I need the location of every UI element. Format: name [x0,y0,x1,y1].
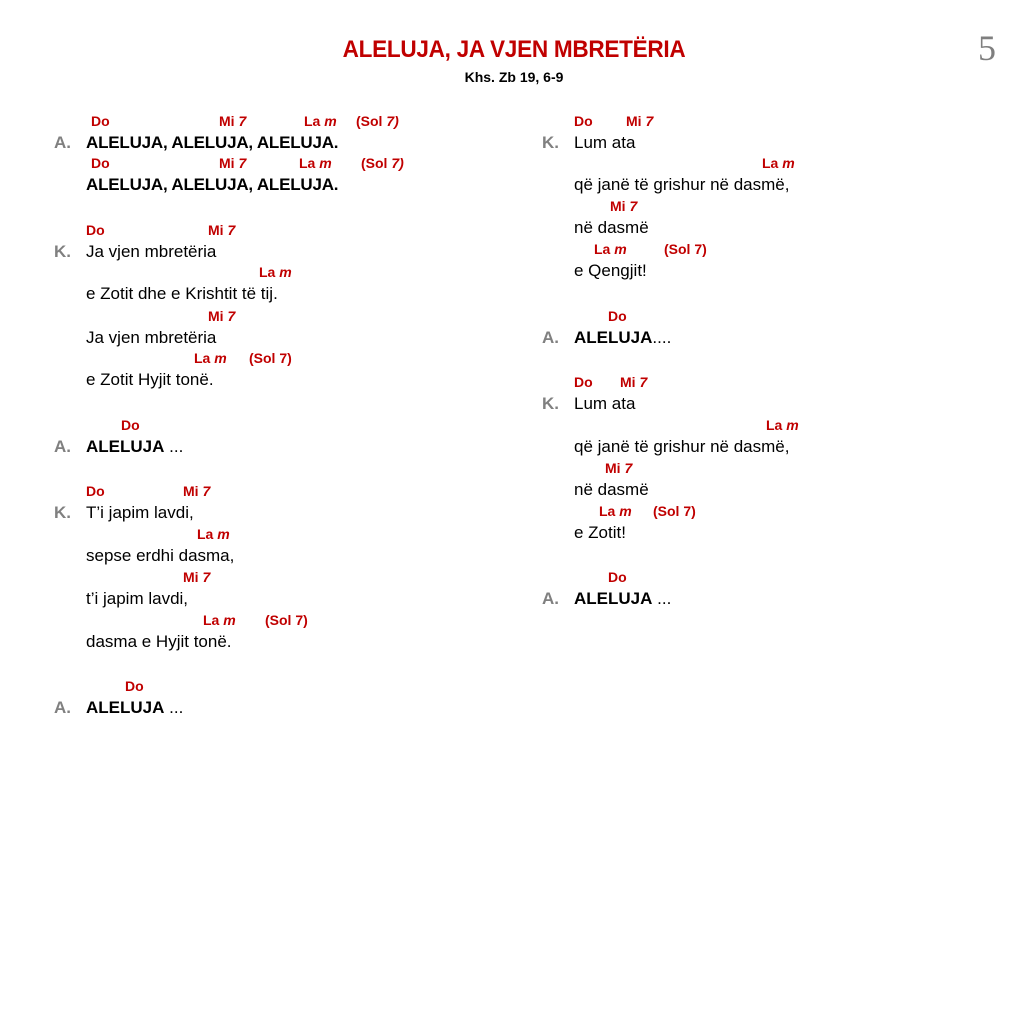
chord: Do [86,222,105,238]
lyric-text: t’i japim lavdi, [86,589,189,608]
chord: Mi 7 [219,113,247,129]
chord: Mi 7 [183,569,211,585]
lyric-text: ALELUJA, ALELUJA, ALELUJA. [86,175,339,194]
chord: La m [594,241,627,257]
song-title: ALELUJA, JA VJEN MBRETËRIA [342,36,686,63]
speaker-label: K. [54,242,71,261]
lyric-text: e Zotit dhe e Krishtit të tij. [86,284,278,303]
chord: Do [86,483,105,499]
chord: La m [599,503,632,519]
speaker-label: K. [542,133,559,152]
speaker-label: A. [54,133,71,152]
lyric-text: Lum ata [574,133,636,152]
chord: Do [608,569,627,585]
speaker-label: A. [54,437,71,456]
chord: Mi 7 [620,374,648,390]
speaker-label: K. [542,394,559,413]
chord: Mi 7 [605,460,633,476]
song-reference: Khs. Zb 19, 6-9 [464,69,564,85]
speaker-label: A. [542,589,559,608]
lyric-text: ALELUJA.... [574,328,672,347]
chord: La m [194,350,227,366]
lyric-text: Lum ata [574,394,636,413]
lyric-text: e Qengjit! [574,261,647,280]
lyric-text: e Zotit Hyjit tonë. [86,370,214,389]
lyric-text: T’i japim lavdi, [86,503,194,522]
chord: La m [762,155,795,171]
chord: Do [91,113,110,129]
chord: (Sol 7) [356,113,399,129]
chord: Do [125,678,144,694]
chord: Mi 7 [208,222,236,238]
speaker-label: A. [54,698,71,717]
chord: Do [608,308,627,324]
chord: La m [299,155,332,171]
speaker-label: A. [542,328,559,347]
lyric-text: ALELUJA ... [574,589,672,608]
page-number: 5 [978,28,996,68]
chord: La m [766,417,799,433]
lyric-text: në dasmë [574,480,649,499]
chord: La m [197,526,230,542]
lyric-text: në dasmë [574,218,649,237]
chord: Do [574,113,593,129]
chord: La m [203,612,236,628]
chord: Mi 7 [183,483,211,499]
chord: La m [259,264,292,280]
lyric-text: ALELUJA ... [86,698,184,717]
chord: Mi 7 [219,155,247,171]
lyric-text: Ja vjen mbretëria [86,328,217,347]
lyric-text: e Zotit! [574,523,626,542]
lyric-text: Ja vjen mbretëria [86,242,217,261]
chord: (Sol 7) [361,155,404,171]
lyric-text: që janë të grishur në dasmë, [574,437,790,456]
chord: (Sol 7) [653,503,696,519]
chord: (Sol 7) [249,350,292,366]
speaker-label: K. [54,503,71,522]
chord: La m [304,113,337,129]
chord: Mi 7 [208,308,236,324]
chord: Do [91,155,110,171]
chord: Mi 7 [626,113,654,129]
chord: Do [121,417,140,433]
lyric-text: dasma e Hyjit tonë. [86,632,232,651]
chord: Mi 7 [610,198,638,214]
lyric-text: ALELUJA, ALELUJA, ALELUJA. [86,133,339,152]
chord: (Sol 7) [664,241,707,257]
chord: Do [574,374,593,390]
lyric-text: ALELUJA ... [86,437,184,456]
lyric-text: sepse erdhi dasma, [86,546,235,565]
chord: (Sol 7) [265,612,308,628]
lyric-text: që janë të grishur në dasmë, [574,175,790,194]
